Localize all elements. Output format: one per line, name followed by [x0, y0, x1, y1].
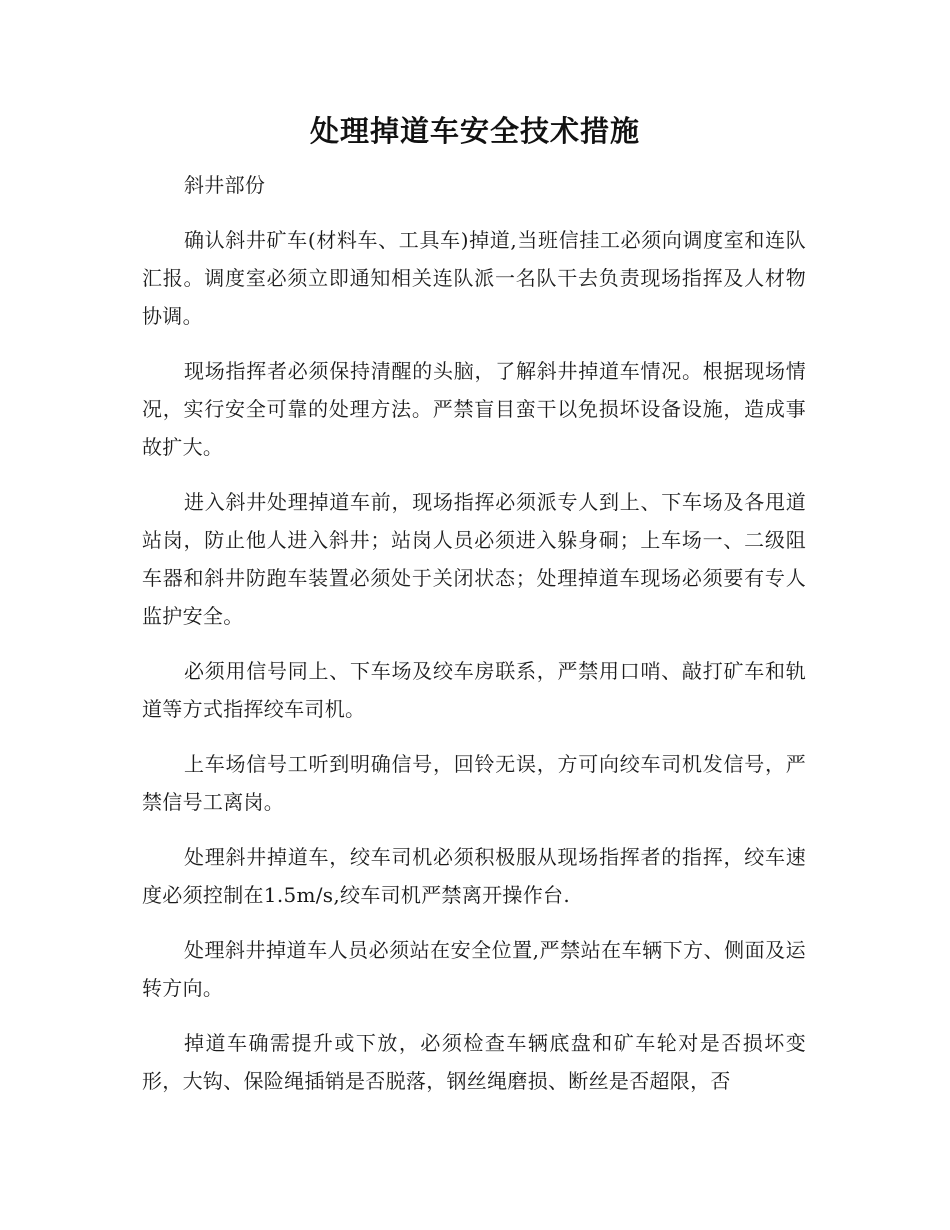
paragraph-signal-worker: 上车场信号工听到明确信号，回铃无误，方可向绞车司机发信号，严禁信号工离岗。: [142, 752, 806, 814]
paragraph-site-commander: 现场指挥者必须保持清醒的头脑，了解斜井掉道车情况。根据现场情况，实行安全可靠的处理方法。严禁盲目蛮干以免损坏设备设施，造成事故扩大。: [142, 359, 806, 459]
paragraph-report-derailment: 确认斜井矿车(材料车、工具车)掉道,当班信挂工必须向调度室和连队汇报。调度室必须立即通知相关连队派一名队干去负责现场指挥及人材物协调。: [142, 228, 806, 328]
document-body: [142, 166, 806, 1117]
section-label: 斜井部份: [184, 173, 266, 197]
paragraph-signal-contact: 必须用信号同上、下车场及绞车房联系，严禁用口哨、敲打矿车和轨道等方式指挥绞车司机。: [142, 659, 806, 721]
paragraph-winch-driver: 处理斜井掉道车，绞车司机必须积极服从现场指挥者的指挥，绞车速度必须控制在1.5m/s,绞车司机严禁离开操作台.: [142, 845, 806, 907]
paragraph-guard-posts: 进入斜井处理掉道车前，现场指挥必须派专人到上、下车场及各甩道站岗，防止他人进入斜井；站岗人员必须进入躲身硐；上车场一、二级阻车器和斜井防跑车装置必须处于关闭状态；处理掉道车现场必须要有专人监护安全。: [142, 490, 806, 628]
document-title: 处理掉道车安全技术措施: [309, 114, 640, 148]
paragraph-safe-position: 处理斜井掉道车人员必须站在安全位置,严禁站在车辆下方、侧面及运转方向。: [142, 938, 806, 1000]
paragraph-inspection: 掉道车确需提升或下放，必须检查车辆底盘和矿车轮对是否损坏变形，大钩、保险绳插销是否脱落，钢丝绳磨损、断丝是否超限，否: [142, 1031, 806, 1093]
